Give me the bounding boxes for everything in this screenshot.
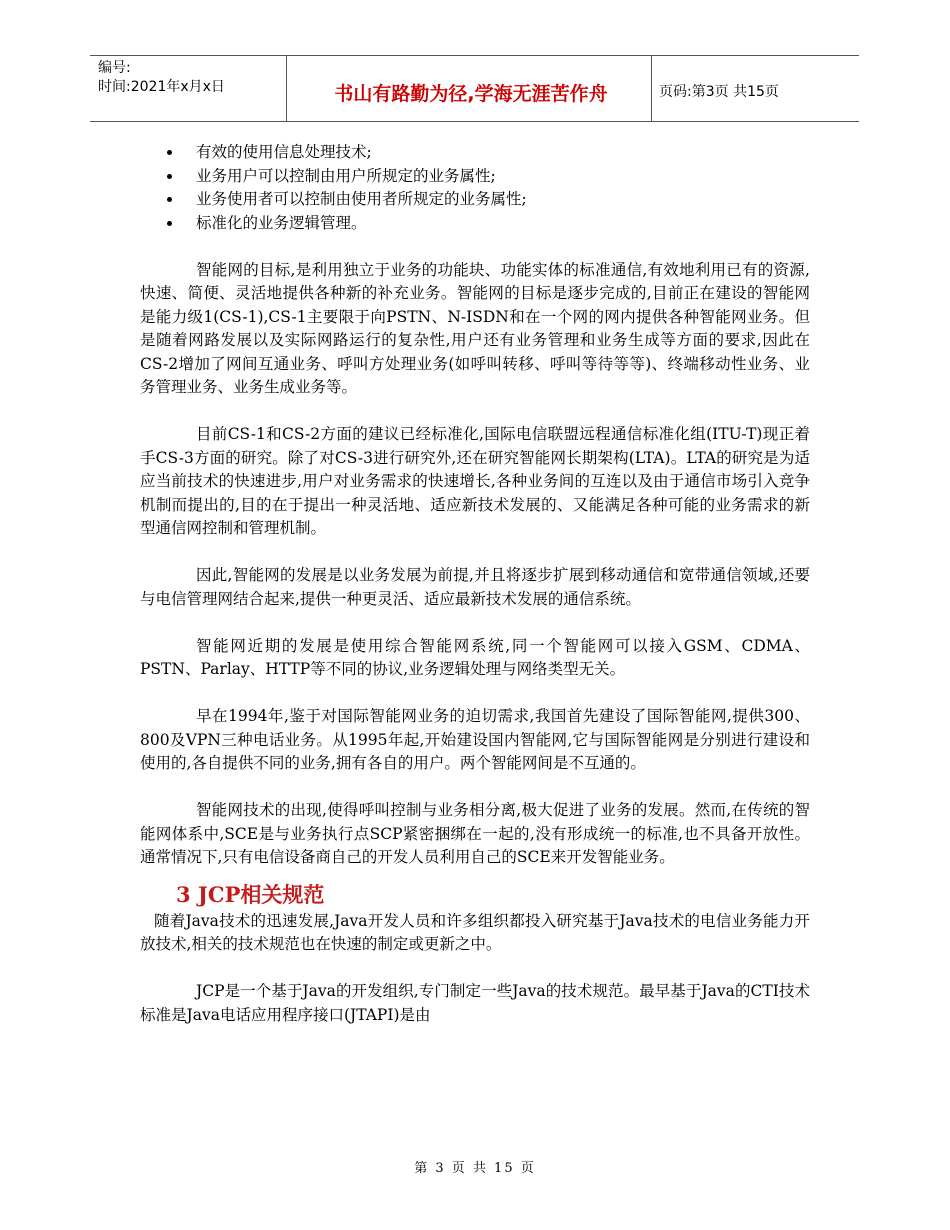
bullet-icon [167, 197, 172, 202]
header-bottom-rule [90, 121, 859, 122]
header-page-number: 页码:第3页 共15页 [659, 84, 779, 100]
bullet-icon [167, 174, 172, 179]
paragraph: 智能网近期的发展是使用综合智能网系统,同一个智能网可以接入GSM、CDMA、PSTN、Parlay、HTTP等不同的协议,业务逻辑处理与网络类型无关。 [140, 636, 810, 678]
document-number-label: 编号: [98, 60, 131, 76]
section-heading: 3 JCP相关规范 [176, 881, 325, 907]
paragraph: 智能网技术的出现,使得呼叫控制与业务相分离,极大促进了业务的发展。然而,在传统的智能网体系中,SCE是与业务执行点SCP紧密捆绑在一起的,没有形成统一的标准,也不具备开放性。通常情况下,只有电信设备商自己的开发人员利用自己的SCE来开发智能业务。 [140, 801, 810, 866]
feature-list [140, 141, 810, 235]
list-item: 业务使用者可以控制由使用者所规定的业务属性; [140, 188, 810, 212]
header-top-rule [90, 55, 859, 56]
bullet-icon [167, 221, 172, 226]
paragraph: 智能网的目标,是利用独立于业务的功能块、功能实体的标准通信,有效地利用已有的资源,快速、简便、灵活地提供各种新的补充业务。智能网的目标是逐步完成的,目前正在建设的智能网是能力级1(CS-1),CS-1主要限于向PSTN、N-ISDN和在一个网的网内提供各种智能网业务。但是随着网路发展以及实际网路运行的复杂性,用户还有业务管理和业务生成等方面的要求,因此在CS-2增加了网间互通业务、呼叫方处理业务(如呼叫转移、呼叫等待等等)、终端移动性业务、业务管理业务、业务生成业务等。 [140, 260, 810, 396]
section-intro: 随着Java技术的迅速发展,Java开发人员和许多组织都投入研究基于Java技术的电信业务能力开放技术,相关的技术规范也在快速的制定或更新之中。 [140, 911, 810, 953]
list-item: 标准化的业务逻辑管理。 [140, 212, 810, 236]
paragraph: JCP是一个基于Java的开发组织,专门制定一些Java的技术规范。最早基于Java的CTI技术标准是Java电话应用程序接口(JTAPI)是由 [140, 982, 810, 1024]
paragraph: 目前CS-1和CS-2方面的建议已经标准化,国际电信联盟远程通信标准化组(ITU-T)现正着手CS-3方面的研究。除了对CS-3进行研究外,还在研究智能网长期架构(LTA)。LTA的研究是为适应当前技术的快速进步,用户对业务需求的快速增长,各种业务间的互连以及由于通信市场引入竞争机制而提出的,目的在于提出一种灵活地、适应新技术发展的、又能满足各种可能的业务需求的新型通信网控制和管理机制。 [140, 425, 810, 537]
list-item: 有效的使用信息处理技术; [140, 141, 810, 165]
paragraph: 早在1994年,鉴于对国际智能网业务的迫切需求,我国首先建设了国际智能网,提供300、800及VPN三种电话业务。从1995年起,开始建设国内智能网,它与国际智能网是分别进行建设和使用的,各自提供不同的业务,拥有各自的用户。两个智能网间是不互通的。 [140, 707, 810, 772]
paragraph: 因此,智能网的发展是以业务发展为前提,并且将逐步扩展到移动通信和宽带通信领域,还要与电信管理网结合起来,提供一种更灵活、适应最新技术发展的通信系统。 [140, 566, 810, 608]
header-motto: 书山有路勤为径,学海无涯苦作舟 [334, 83, 608, 105]
list-item: 业务用户可以控制由用户所规定的业务属性; [140, 165, 810, 189]
bullet-icon [167, 150, 172, 155]
document-body [140, 141, 810, 1027]
header-meta [98, 59, 225, 97]
document-time-label: 时间:2021年x月x日 [98, 79, 225, 95]
page-footer: 第 3 页 共 15 页 [414, 1161, 536, 1176]
